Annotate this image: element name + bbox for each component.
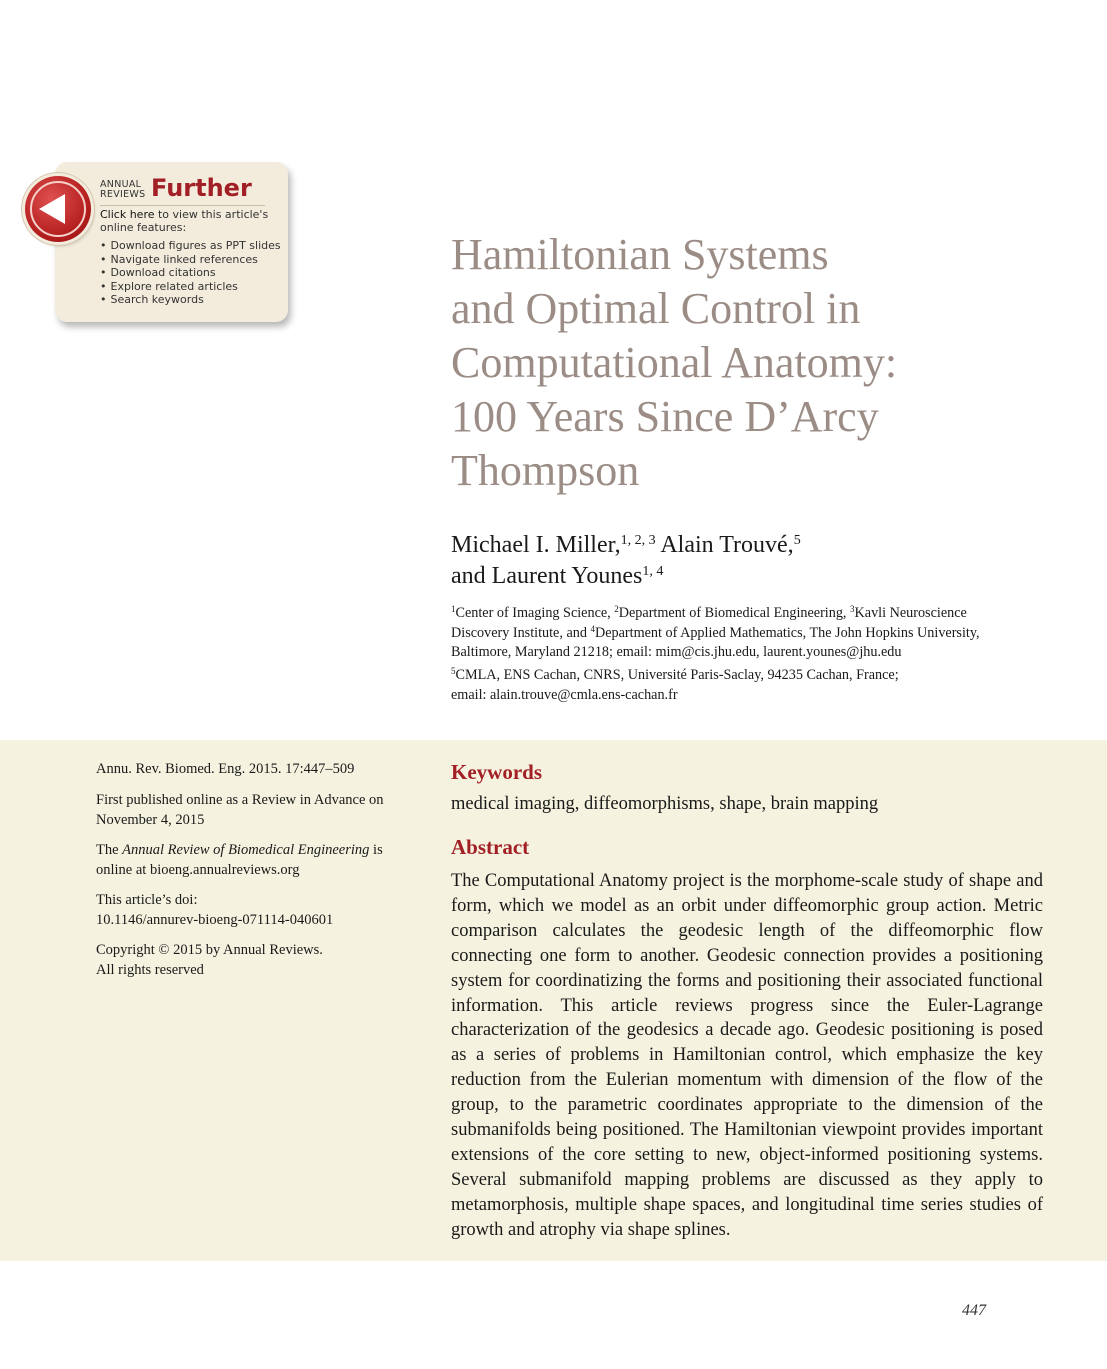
author-name: and Laurent Younes <box>451 563 643 589</box>
copyright: Copyright © 2015 by Annual Reviews. <box>96 942 323 958</box>
divider <box>100 205 265 206</box>
citation: Annu. Rev. Biomed. Eng. 2015. 17:447–509 <box>96 761 355 777</box>
author-name: Michael I. Miller, <box>451 532 621 558</box>
author-affil-sup: 1, 4 <box>642 564 664 579</box>
title-line: Thompson <box>451 446 640 495</box>
further-intro-text: to view this article's online features: <box>100 208 269 234</box>
list-item[interactable]: • Explore related articles <box>100 280 281 294</box>
journal-online <box>96 841 416 880</box>
affil-text: Discovery Institute, and <box>451 624 591 641</box>
title-line: and Optimal Control in <box>451 284 861 333</box>
author-affil-sup: 1, 2, 3 <box>620 533 656 548</box>
doi-block <box>96 891 416 930</box>
first-published <box>96 791 416 830</box>
click-here-link[interactable]: Click here <box>100 208 155 221</box>
keywords-list: medical imaging, diffeomorphisms, shape, brain mapping <box>451 794 879 814</box>
further-feature-list <box>100 239 281 307</box>
further-title: Further <box>151 174 252 202</box>
affiliation-2 <box>451 666 1051 705</box>
affil-line <box>451 666 1051 686</box>
doi-link[interactable]: 10.1146/annurev-bioeng-071114-040601 <box>96 911 334 928</box>
rights: All rights reserved <box>96 961 204 978</box>
title-line: 100 Years Since D’Arcy <box>451 392 879 441</box>
list-item[interactable]: • Search keywords <box>100 293 281 307</box>
further-intro <box>100 208 280 234</box>
author-name: Alain Trouvé, <box>655 532 794 558</box>
affil-sup: 1 <box>451 604 456 614</box>
affil-text: Department of Applied Mathematics, The John Hopkins University, <box>594 624 980 641</box>
keywords-heading: Keywords <box>451 760 542 784</box>
author-line-1 <box>451 530 1011 561</box>
affil-text: Kavli Neuroscience <box>854 605 967 621</box>
affil-sup: 5 <box>451 666 456 676</box>
abstract-heading: Abstract <box>451 835 530 859</box>
meta-line: November 4, 2015 <box>96 811 205 828</box>
page-number: 447 <box>962 1302 986 1319</box>
affil-text: CMLA, ENS Cachan, CNRS, Université Paris-Saclay, 94235 Cachan, France; <box>455 667 899 683</box>
affil-sup: 4 <box>590 623 595 634</box>
affil-line: Baltimore, Maryland 21218; email: mim@cis.jhu.edu, laurent.younes@jhu.edu <box>451 644 902 660</box>
title-line: Hamiltonian Systems <box>451 230 829 279</box>
affil-line <box>451 604 1051 624</box>
author-list <box>451 530 1011 592</box>
author-affil-sup: 5 <box>793 533 801 548</box>
annual-label: ANNUAL <box>100 179 142 190</box>
meta-line <box>96 841 416 861</box>
meta-line: First published online as a Review in Advance on <box>96 792 384 808</box>
affil-text: Center of Imaging Science, <box>455 605 615 621</box>
journal-url[interactable]: online at bioeng.annualreviews.org <box>96 861 300 878</box>
title-line: Computational Anatomy: <box>451 338 898 387</box>
copyright-block <box>96 941 416 980</box>
further-box[interactable] <box>55 162 288 322</box>
article-title <box>451 228 1011 498</box>
affil-sup: 3 <box>850 604 855 614</box>
meta-text: is <box>369 842 383 858</box>
reviews-label: REVIEWS <box>100 188 146 200</box>
journal-name: Annual Review of Biomedical Engineering <box>122 842 370 858</box>
affiliation-1 <box>451 604 1051 663</box>
list-item[interactable]: • Navigate linked references <box>100 253 281 267</box>
abstract-text: The Computational Anatomy project is the morphome-scale study of shape and form, which we model as an orbit under diffeomorphic group action. Metric comparison calculates the geodesic length of the diffeomorphic flow connecting one form to another. Geodesic connection provides a positioning system for coordinatizing the forms and positioning their associated functional information. This article reviews progress since the Euler-Lagrange characterization of the geodesics a decade ago. Geodesic positioning is posed as a series of problems in Hamiltonian control, which emphasize the key reduction from the Eulerian momentum with dimension of the flow of the group, to the parametric coordinates appropriate to the dimension of the submanifolds being positioned. The Hamiltonian viewpoint provides important extensions of the core setting to new, object-informed positioning systems. Several submanifold mapping problems are discussed as they apply to metamorphosis, multiple shape spaces, and longitudinal time series studies of growth and atrophy via shape splines. <box>451 871 1043 1240</box>
back-arrow-icon[interactable] <box>25 176 91 242</box>
meta-text: The <box>96 842 123 858</box>
author-line-2 <box>451 561 1011 592</box>
doi-label: This article’s doi: <box>96 892 198 908</box>
affil-text: Department of Biomedical Engineering, <box>618 605 851 621</box>
affil-line: email: alain.trouve@cmla.ens-cachan.fr <box>451 686 678 703</box>
list-item[interactable]: • Download citations <box>100 266 281 280</box>
affil-line <box>451 624 1051 644</box>
annual-reviews-logo <box>100 180 145 199</box>
affil-sup: 2 <box>614 604 619 614</box>
list-item[interactable]: • Download figures as PPT slides <box>100 239 281 253</box>
